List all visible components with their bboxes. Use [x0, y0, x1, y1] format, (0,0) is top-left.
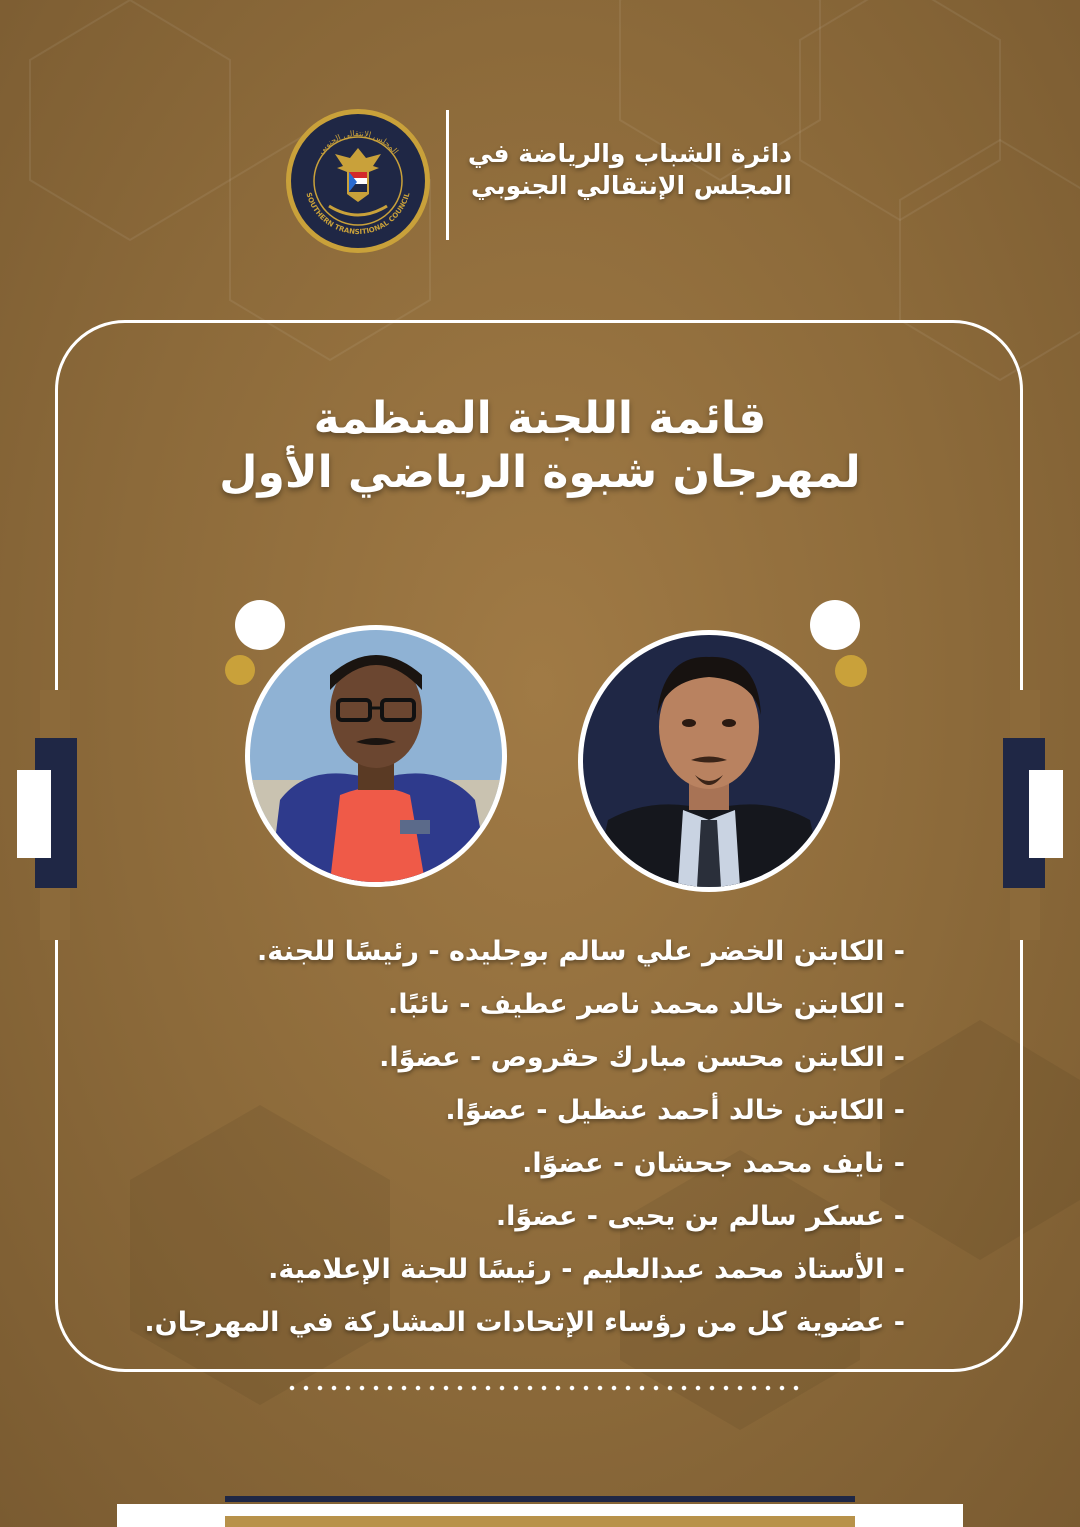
- decor-dot-gold-right: [835, 655, 867, 687]
- organization-name-line2: المجلس الإنتقالي الجنوبي: [470, 171, 792, 200]
- page-title: [140, 392, 940, 500]
- logo-english-text: SOUTHERN TRANSITIONAL COUNCIL: [304, 191, 412, 237]
- list-item: - الكابتن خالد محمد ناصر عطيف - نائبًا.: [387, 989, 905, 1020]
- person-photo-left-icon: [250, 630, 502, 882]
- organization-name-line1: دائرة الشباب والرياضة في: [467, 139, 792, 168]
- logo-arabic-text: المجلس الانتقالي الجنوبي: [316, 128, 401, 156]
- footer-gold-strip: [225, 1516, 855, 1527]
- list-item: - نايف محمد جحشان - عضوًا.: [522, 1148, 905, 1179]
- photo-left: [245, 625, 507, 887]
- header: [0, 100, 1080, 250]
- dotted-separator: [285, 1383, 805, 1393]
- header-divider: [446, 110, 449, 240]
- photo-right: [578, 630, 840, 892]
- southern-transitional-council-logo: [283, 106, 433, 256]
- right-side-tab-white: [1029, 770, 1063, 858]
- list-item: - الأستاذ محمد عبدالعليم - رئيسًا للجنة الإعلامية.: [268, 1254, 905, 1285]
- list-item: - الكابتن خالد أحمد عنظيل - عضوًا.: [445, 1095, 905, 1126]
- left-side-tab-white: [17, 770, 51, 858]
- list-item: - الكابتن الخضر علي سالم بوجليده - رئيسًا للجنة.: [256, 936, 905, 967]
- footer-navy-line: [225, 1496, 855, 1502]
- title-line1: قائمة اللجنة المنظمة: [313, 393, 767, 444]
- list-item: - عسكر سالم بن يحيى - عضوًا.: [495, 1201, 905, 1232]
- organization-name: [462, 138, 792, 202]
- title-line2: لمهرجان شبوة الرياضي الأول: [219, 447, 861, 498]
- committee-members-list: [144, 925, 905, 1349]
- list-item: - الكابتن محسن مبارك حقروص - عضوًا.: [379, 1042, 905, 1073]
- list-item: - عضوية كل من رؤساء الإتحادات المشاركة في المهرجان.: [144, 1307, 905, 1338]
- person-photo-right-icon: [583, 635, 835, 887]
